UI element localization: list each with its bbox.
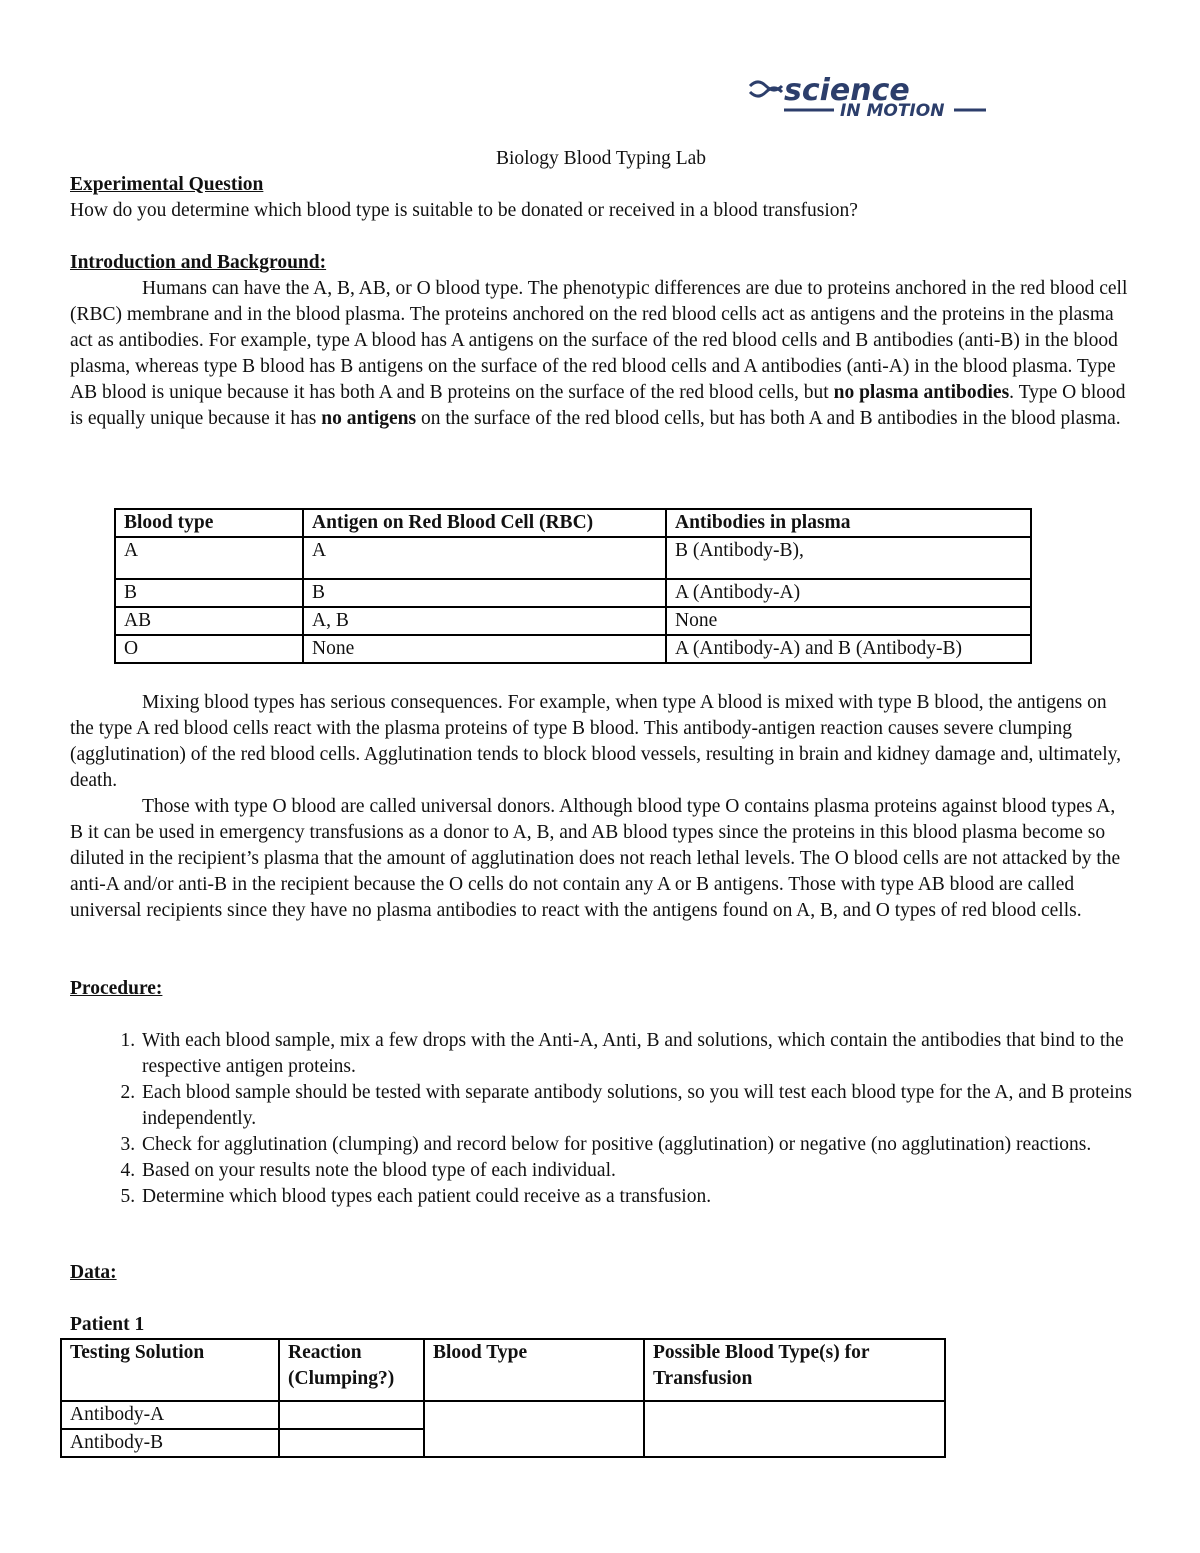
mixing-section [70,690,1132,924]
table-row [115,635,1031,663]
table-header: Antibodies in plasma [666,509,1031,537]
table-cell: A [115,537,303,579]
table-header: Blood type [115,509,303,537]
table-cell: A [303,537,666,579]
blood-type-input-cell[interactable] [424,1401,644,1457]
procedure-heading: Procedure: [70,978,163,999]
table-cell: None [303,635,666,663]
experimental-question-text: How do you determine which blood type is suitable to be donated or received in a blood transfusion? [70,200,858,221]
table-cell: Antibody-B [61,1429,279,1457]
introduction-heading: Introduction and Background: [70,252,327,273]
list-item: 1. With each blood sample, mix a few drops with the Anti-A, Anti, B and solutions, which contain the antibodies that bind to the respective antigen proteins. [140,1028,1132,1080]
procedure-section [70,976,1132,1210]
mixing-paragraph: Mixing blood types has serious consequences. For example, when type A blood is mixed with type B blood, the antigens on the type A red blood cells react with the plasma proteins of type B blood. This antibody-antigen reaction causes severe clumping (agglutination) of the red blood cells. Agglutination tends to block blood vessels, resulting in brain and kidney damage and, ultimately, death. [70,692,1121,791]
list-item: 2. Each blood sample should be tested with separate antibody solutions, so you will test each blood type for the A, and B proteins independently. [140,1080,1132,1132]
table-header: Possible Blood Type(s) for Transfusion [644,1339,945,1401]
data-section [70,1260,1132,1286]
list-item: 3. Check for agglutination (clumping) and record below for positive (agglutination) or negative (no agglutination) reactions. [140,1132,1132,1158]
bold-no-antigens: no antigens [321,408,417,429]
table-cell: Antibody-A [61,1401,279,1429]
patient-label: Patient 1 [70,1314,145,1335]
data-heading: Data: [70,1262,117,1283]
table-cell: O [115,635,303,663]
table-header: Antigen on Red Blood Cell (RBC) [303,509,666,537]
bold-no-plasma-antibodies: no plasma antibodies [833,382,1010,403]
experimental-question-heading: Experimental Question [70,174,264,195]
table-row [115,537,1031,579]
reaction-input-cell[interactable] [279,1401,424,1429]
reaction-input-cell[interactable] [279,1429,424,1457]
table-row [61,1401,945,1429]
patient-1-table [60,1338,946,1458]
table-header: Testing Solution [61,1339,279,1401]
table-cell: B [303,579,666,607]
page-title: Biology Blood Typing Lab [495,148,707,169]
table-cell: B (Antibody-B), [666,537,1031,579]
table-row [115,579,1031,607]
table-cell: None [666,607,1031,635]
table-cell: B [115,579,303,607]
introduction-section [70,250,1132,432]
table-header: Reaction (Clumping?) [279,1339,424,1401]
table-header: Blood Type [424,1339,644,1401]
procedure-list [70,1028,1132,1210]
table-cell: A, B [303,607,666,635]
logo-text-in-motion: IN MOTION [840,101,945,121]
science-in-motion-logo [748,72,988,122]
blood-type-table [114,508,1032,664]
table-row [115,607,1031,635]
transfusion-input-cell[interactable] [644,1401,945,1457]
table-cell: A (Antibody-A) and B (Antibody-B) [666,635,1031,663]
introduction-paragraph: Humans can have the A, B, AB, or O blood type. The phenotypic differences are due to proteins anchored in the red blood cell (RBC) membrane and in the blood plasma. The proteins anchored on the red blood cells act as antigens and the proteins in the plasma act as antibodies. For example, type A blood has A antigens on the surface of the red blood cells and B antibodies (anti-B) in the blood plasma, whereas type B blood has B antigens on the surface of the red blood cells and A antibodies (anti-A) in the blood plasma. Type AB blood is unique because it has both A and B proteins on the surface of the red blood cells, but no plasma antibodies. Type O blood is equally unique because it has no antigens on the surface of the red blood cells, but has both A and B antibodies in the blood plasma. [70,278,1128,429]
universal-donors-paragraph: Those with type O blood are called universal donors. Although blood type O contains plasma proteins against blood types A, B it can be used in emergency transfusions as a donor to A, B, and AB blood types since the proteins in this blood plasma become so diluted in the recipient’s plasma that the amount of agglutination does not reach lethal levels. The O blood cells are not attacked by the anti-A and/or anti-B in the recipient because the O cells do not contain any A or B antigens. Those with type AB blood are called universal recipients since they have no plasma antibodies to react with the antigens found on A, B, and O types of red blood cells. [70,796,1121,921]
table-header-row [61,1339,945,1401]
list-item: 4. Based on your results note the blood type of each individual. [140,1158,1132,1184]
table-header-row [115,509,1031,537]
table-cell: A (Antibody-A) [666,579,1031,607]
table-cell: AB [115,607,303,635]
logo-text-science: science [784,73,910,108]
list-item: 5. Determine which blood types each patient could receive as a transfusion. [140,1184,1132,1210]
experimental-question-section [70,172,1132,224]
